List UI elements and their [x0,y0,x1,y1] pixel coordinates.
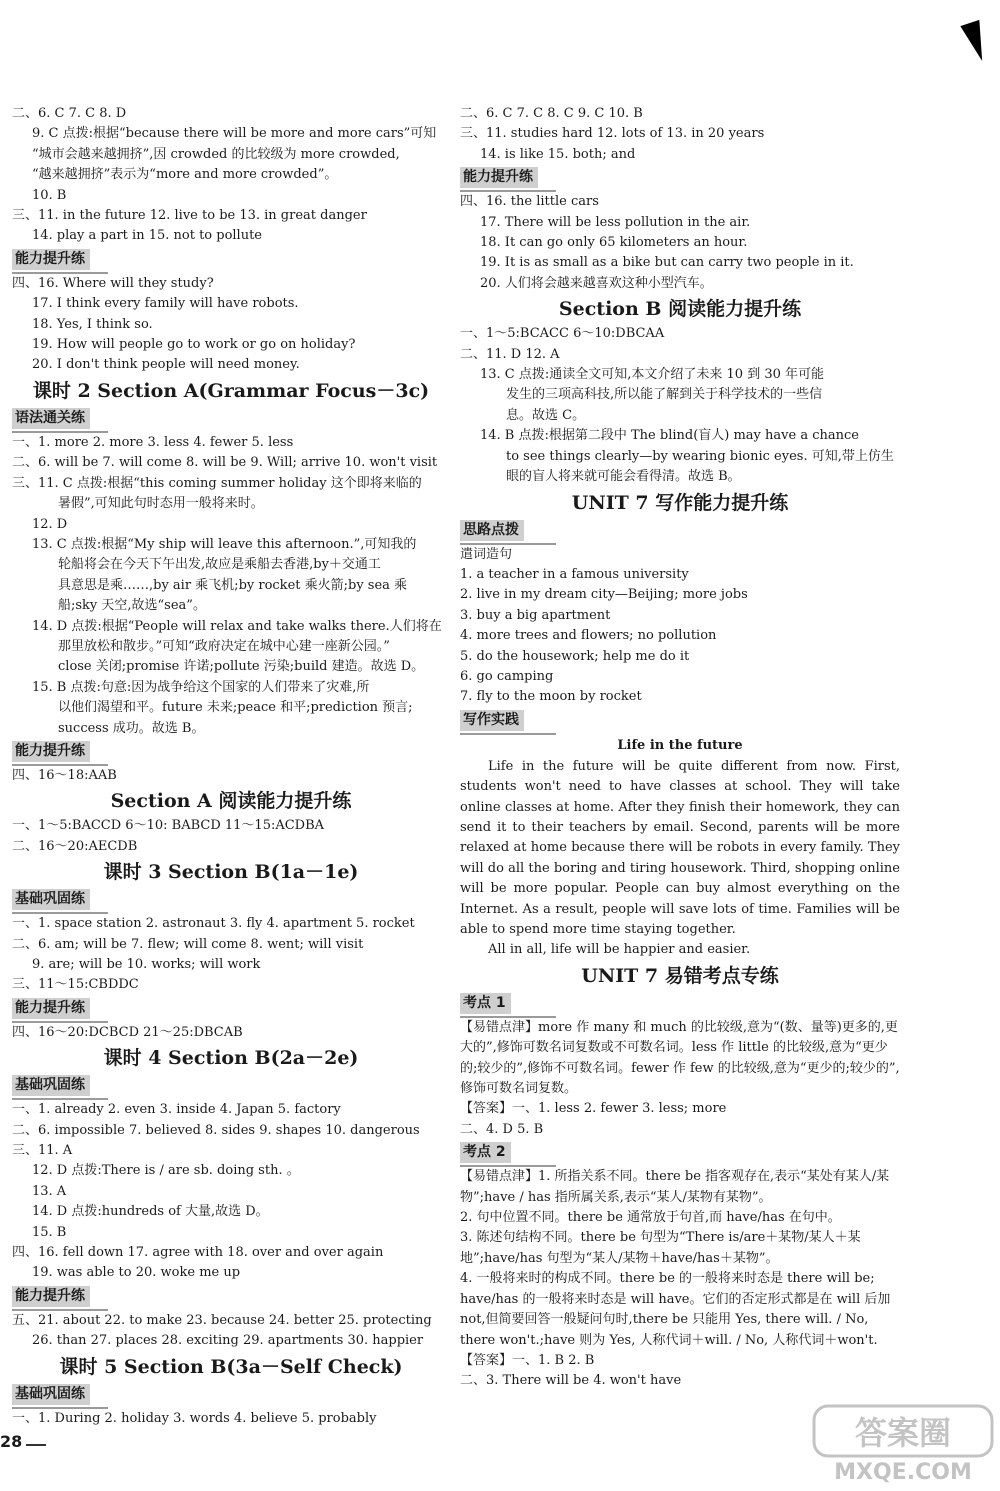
answer-line: 10. B [32,187,67,203]
answer-line: 那里放松和散步。”可知“政府决定在城中心建一座新公园。” [58,638,390,654]
answer-line: 19. It is as small as a bike but can carry two people in it. [480,255,854,271]
answer-line: 一、1. space station 2. astronaut 3. fly 4. apartment 5. rocket [12,916,415,932]
answer-line: 遣词造句 [460,546,513,562]
section-heading: Section A 阅读能力提升练 [110,790,352,813]
section-heading: 课时 4 Section B(2a－2e) [103,1047,359,1070]
note-paragraph: 【易错点津】1. 所指关系不同。there be 指客观存在,表示“某处有某人/某物”;have / has 指所属关系,表示“某人/某物有某物”。 [460,1169,890,1205]
corner-mark [960,20,991,64]
answer-line: 14. is like 15. both; and [480,146,636,162]
note-paragraph: 2. 句中位置不同。there be 通常放于句首,而 have/has 在句中。 [460,1210,841,1226]
section-tag-block [12,996,450,1023]
answer-line: 26. than 27. places 28. exciting 29. apartments 30. happier [32,1333,424,1349]
answer-line: 【答案】一、1. B 2. B [460,1352,595,1368]
answer-line: 18. Yes, I think so. [32,316,153,332]
answer-line: 14. D 点拨:hundreds of 大量,故选 D。 [32,1204,269,1220]
answer-line: 眼的盲人将来就可能会看得清。故选 B。 [506,469,741,485]
answer-line: close 关闭;promise 许诺;pollute 污染;build 建造。故选 D。 [58,659,425,675]
answer-line: 【答案】一、1. less 2. fewer 3. less; more [460,1101,727,1117]
section-tag-block [12,406,450,433]
note-paragraph: 【易错点津】more 作 many 和 much 的比较级,意为“(数、量等)更多的,更大的”,修饰可数名词复数或不可数名词。less 作 little 的比较级,意为“更少的;较少的”,修饰不可数名词。fewer 作 few 的比较级,意为“更少的;较少的”,修饰可数名词复数。 [460,1019,900,1097]
section-tag-block [460,991,900,1018]
answer-line: 二、4. D 5. B [460,1121,544,1137]
section-tag-block [460,165,900,192]
answer-line: 三、11. in the future 12. live to be 13. in great danger [12,208,367,224]
watermark-url: MXQE.COM [834,1460,972,1485]
section-tag: 基础巩固练 [12,1384,90,1405]
section-tag: 能力提升练 [12,741,90,762]
essay-title: Life in the future [617,737,743,753]
answer-line: 四、16～20:DCBCD 21～25:DBCAB [12,1024,243,1040]
left-column [12,104,450,1429]
answer-line: 二、16～20:AECDB [12,838,138,854]
section-tag: 写作实践 [460,710,524,731]
answer-line: 13. A [32,1183,67,1199]
answer-line: 三、11. A [12,1143,73,1159]
section-tag-block [12,1073,450,1100]
answer-line: 三、11～15:CBDDC [12,977,139,993]
answer-line: 20. I don't think people will need money. [32,357,300,373]
page-number-rule [26,1444,46,1446]
right-column [460,104,900,1392]
page-number: 28 [0,1432,23,1451]
answer-line: “城市会越来越拥挤”,因 crowded 的比较级为 more crowded, [32,146,400,162]
essay-paragraph: Life in the future will be quite different from now. First, students won't need to have classes at school. They will take online classes at home. After they finish their homework, they can send it to their teachers by email. Second, parents will be more relaxed at home because there will be robots in every family. They will do all the boring and tiring housework. Third, shopping online will be more popular. People can buy almost everything on the Internet. As a result, people will save lots of time. Families will be able to spend more time staying together. [460,758,900,937]
answer-line: 四、16. Where will they study? [12,275,214,291]
answer-line: 以他们渴望和平。future 未来;peace 和平;prediction 预言; [58,700,413,716]
answer-line: 19. was able to 20. woke me up [32,1265,241,1281]
answer-line: 18. It can go only 65 kilometers an hour. [480,235,748,251]
watermark-text: 答案圈 [854,1414,952,1452]
answer-line: 14. play a part in 15. not to pollute [32,228,263,244]
answer-line: 20. 人们将会越来越喜欢这种小型汽车。 [480,275,713,291]
section-heading: UNIT 7 写作能力提升练 [571,491,789,514]
section-tag-block [460,1140,900,1167]
answer-line: 6. go camping [460,668,554,684]
section-tag: 能力提升练 [12,998,90,1019]
answer-line: 一、1～5:BCACC 6～10:DBCAA [460,326,665,342]
answer-line: 3. buy a big apartment [460,607,611,623]
answer-line: 5. do the housework; help me do it [460,648,690,664]
answer-line: 一、1. During 2. holiday 3. words 4. believe 5. probably [12,1410,377,1426]
section-tag: 能力提升练 [460,167,538,188]
section-tag-block [460,708,900,735]
answer-line: 一、1. more 2. more 3. less 4. fewer 5. less [12,434,294,450]
essay-paragraph: All in all, life will be happier and easier. [488,942,751,958]
answer-line: 二、11. D 12. A [460,346,560,362]
answer-line: 二、6. C 7. C 8. C 9. C 10. B [460,106,643,121]
answer-line: 一、1～5:BACCD 6～10: BABCD 11～15:ACDBA [12,818,325,834]
answer-line: 9. are; will be 10. works; will work [32,957,261,972]
answer-line: 二、6. am; will be 7. flew; will come 8. went; will visit [12,936,364,952]
essay-paragraph-block [460,940,900,960]
answer-line: 14. B 点拨:根据第二段中 The blind(盲人) may have a chance [480,428,859,444]
essay-paragraph-block [460,757,900,941]
answer-line: 轮船将会在今天下午出发,故应是乘船去香港,by＋交通工 [58,557,381,573]
section-heading: 课时 3 Section B(1a－1e) [103,861,359,884]
answer-line: 二、6. impossible 7. believed 8. sides 9. shapes 10. dangerous [12,1122,420,1138]
answer-line: “越来越拥挤”表示为“more and more crowded”。 [32,167,338,183]
section-tag-block [12,1382,450,1409]
section-heading: 课时 5 Section B(3a－Self Check) [59,1355,403,1378]
answer-line: to see things clearly—by wearing bionic eyes. 可知,带上仿生 [506,448,894,464]
section-tag: 基础巩固练 [12,889,90,910]
answer-line: 四、16. fell down 17. agree with 18. over and over again [12,1245,384,1261]
answer-line: 二、3. There will be 4. won't have [460,1373,682,1389]
answer-line: 二、6. will be 7. will come 8. will be 9. Will; arrive 10. won't visit [12,455,438,471]
answer-line: 12. D 点拨:There is / are sb. doing sth. 。 [32,1163,300,1179]
section-tag-block [12,887,450,914]
answer-line: 三、11. C 点拨:根据“this coming summer holiday 这个即将来临的 [12,475,422,491]
answer-line: 暑假”,可知此句时态用一般将来时。 [58,496,264,512]
section-heading: UNIT 7 易错考点专练 [581,964,779,987]
answer-line: 17. I think every family will have robots. [32,296,299,312]
answer-line: 息。故选 C。 [506,407,586,423]
section-tag: 考点 2 [460,1142,511,1163]
section-tag: 能力提升练 [12,249,90,270]
section-tag-block [12,739,450,766]
answer-line: 9. C 点拨:根据“because there will be more and more cars”可知 [32,126,437,142]
watermark-logo [812,1404,994,1486]
section-tag-block [12,1284,450,1311]
answer-line: 船;sky 天空,故选“sea”。 [58,598,206,614]
answer-line: 2. live in my dream city—Beijing; more jobs [460,587,748,603]
answer-line: 17. There will be less pollution in the air. [480,214,751,230]
answer-line: 发生的三项高科技,所以能了解到关于科学技术的一些信 [506,387,823,403]
section-tag: 思路点拨 [460,520,524,541]
answer-line: 四、16～18:AAB [12,767,117,783]
section-tag: 能力提升练 [12,1286,90,1307]
answer-line: 4. more trees and flowers; no pollution [460,628,717,644]
answer-line: 三、11. studies hard 12. lots of 13. in 20 years [460,126,765,142]
section-tag: 语法通关练 [12,408,90,429]
answer-line: 五、21. about 22. to make 23. because 24. better 25. protecting [12,1312,432,1328]
answer-line: 14. D 点拨:根据“People will relax and take walks there.人们将在 [32,618,442,634]
answer-line: 具意思是乘……,by air 乘飞机;by rocket 乘火箭;by sea 乘 [58,577,408,593]
answer-line: 7. fly to the moon by rocket [460,689,642,705]
answer-line: 12. D [32,516,68,532]
answer-line: 19. How will people go to work or go on holiday? [32,337,356,353]
answer-line: success 成功。故选 B。 [58,720,205,736]
note-paragraph: 3. 陈述句结构不同。there be 句型为“There is/are＋某物/某人＋某地”;have/has 句型为“某人/某物＋have/has＋某物”。 [460,1230,861,1266]
section-tag: 考点 1 [460,993,511,1014]
answer-line: 一、1. already 2. even 3. inside 4. Japan 5. factory [12,1102,341,1118]
section-tag: 基础巩固练 [12,1075,90,1096]
section-tag-block [12,247,450,274]
section-tag-block [460,518,900,545]
answer-line: 15. B [32,1224,67,1240]
section-heading: 课时 2 Section A(Grammar Focus－3c) [32,379,430,402]
answer-line: 四、16. the little cars [460,194,599,210]
note-paragraph: 4. 一般将来时的构成不同。there be 的一般将来时态是 there will be; have/has 的一般将来时态是 will have。它们的否定形式都是在 will 后加 not,但简要回答一般疑问句时,there be 只能用 Yes, there will. / No, there won't.;have 则为 Yes, 人称代词＋will. / No, 人称代词＋won't. [460,1271,891,1348]
section-heading: Section B 阅读能力提升练 [558,298,802,321]
answer-line: 13. C 点拨:根据“My ship will leave this afternoon.”,可知我的 [32,536,417,552]
answer-line: 二、6. C 7. C 8. D [12,106,127,121]
answer-line: 1. a teacher in a famous university [460,566,689,582]
answer-line: 13. C 点拨:通读全文可知,本文介绍了未来 10 到 30 年可能 [480,367,825,383]
answer-line: 15. B 点拨:句意:因为战争给这个国家的人们带来了灾难,所 [32,679,370,695]
